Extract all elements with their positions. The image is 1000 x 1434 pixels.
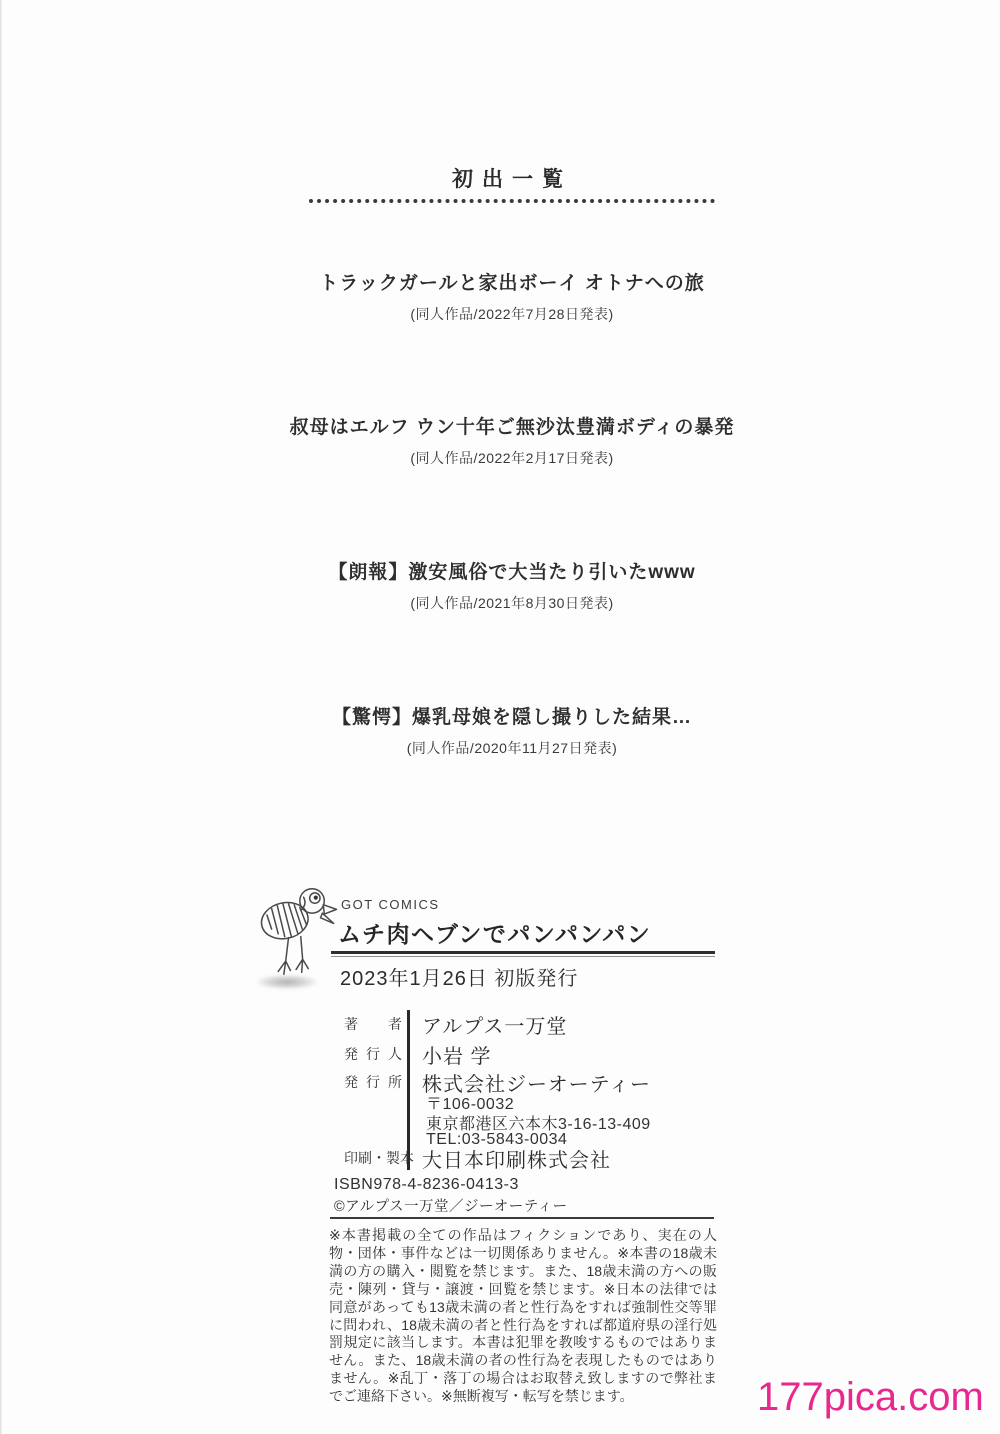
disclaimer-divider	[330, 1217, 714, 1219]
work-title: 叔母はエルフ ウン十年ご無沙汰豊満ボディの暴発	[289, 417, 735, 438]
work-entry	[212, 702, 812, 758]
credit-label: 印 刷 ・ 製 本	[344, 1150, 414, 1166]
credit-value: アルプス一万堂	[422, 1015, 568, 1038]
work-date: (同人作品/2021年8月30日発表)	[410, 595, 614, 611]
bird-sketch-logo-icon	[256, 884, 338, 978]
work-date: (同人作品/2022年7月28日発表)	[410, 306, 614, 322]
credit-label: 発 行 所	[344, 1074, 402, 1090]
legal-disclaimer: ※本書掲載の全ての作品はフィクションであり、実在の人物・団体・事件などは一切関係ありません。※本書の18歳未満の方の購入・閲覧を禁じます。また、18歳未満の方への販売・陳列・貸与・譲渡・回覧を禁じます。※日本の法律では同意があっても13歳未満の者と性行為をすれば強制性交等罪に問われ、18歳未満の者と性行為をすれば都道府県の淫行処罰規定に該当します。本書は犯罪を教唆するものではありません。また、18歳未満の者の性行為を表現したものではありません。※乱丁・落丁の場合はお取替え致しますので弊社までご連絡下さい。※無断複写・転写を禁じます。	[329, 1227, 717, 1405]
work-date: (同人作品/2020年11月27日発表)	[406, 740, 618, 756]
credit-label: 著 者	[344, 1016, 402, 1032]
credit-row-printer	[344, 1144, 611, 1172]
credit-row-publisher-person	[344, 1040, 492, 1068]
logo-shadow	[257, 975, 317, 989]
dotted-divider	[309, 194, 715, 203]
isbn: ISBN978-4-8236-0413-3	[334, 1176, 519, 1193]
copyright-line: ©アルプス一万堂／ジーオーティー	[334, 1199, 568, 1215]
publisher-phone: TEL:03-5843-0034	[426, 1131, 568, 1148]
credit-value: 小岩 学	[422, 1045, 492, 1068]
credit-label: 発 行 人	[344, 1046, 402, 1062]
scan-edge-artifact	[0, 0, 3, 1434]
work-entry	[212, 268, 812, 324]
work-date: (同人作品/2022年2月17日発表)	[410, 450, 614, 466]
credit-value: 株式会社ジーオーティー	[422, 1073, 651, 1096]
watermark: 177pica.com	[757, 1375, 984, 1419]
edition-date: 2023年1月26日 初版発行	[340, 968, 579, 990]
imprint-label: GOT COMICS	[341, 897, 440, 912]
work-title: 【驚愕】爆乳母娘を隠し撮りした結果…	[331, 707, 692, 728]
first-publication-title: 初出一覧	[452, 168, 572, 191]
book-title: ムチ肉ヘブンでパンパンパン	[338, 921, 652, 947]
credit-row-author	[344, 1010, 567, 1038]
credit-value: 大日本印刷株式会社	[422, 1149, 611, 1172]
work-title: 【朗報】激安風俗で大当たり引いたwww	[328, 562, 696, 583]
publisher-postal-code: 〒106-0032	[426, 1096, 515, 1113]
work-title: トラックガールと家出ボーイ オトナへの旅	[319, 273, 705, 294]
publisher-address: 東京都港区六本木3-16-13-409	[426, 1116, 651, 1133]
work-entry	[212, 557, 812, 613]
work-entry	[212, 412, 812, 468]
title-rule	[331, 951, 715, 957]
